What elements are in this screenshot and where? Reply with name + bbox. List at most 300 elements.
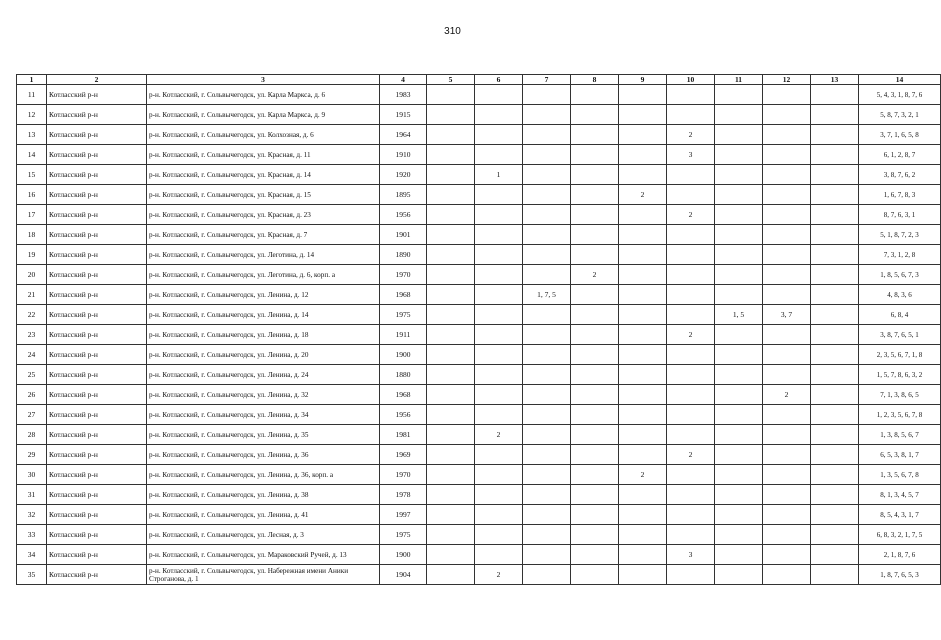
cell-c8 — [571, 85, 619, 105]
cell-c14: 3, 7, 1, 6, 5, 8 — [859, 125, 941, 145]
table-row — [17, 305, 941, 325]
cell-c8 — [571, 225, 619, 245]
cell-c10: 2 — [667, 125, 715, 145]
cell-c12: 3, 7 — [763, 305, 811, 325]
cell-year: 1915 — [380, 105, 427, 125]
cell-c11 — [715, 345, 763, 365]
cell-c12 — [763, 345, 811, 365]
cell-year: 1997 — [380, 505, 427, 525]
table-row — [17, 145, 941, 165]
cell-address: р-н. Котласский, г. Сольвычегодск, ул. Ленина, д. 20 — [147, 345, 380, 365]
cell-c6: 1 — [475, 165, 523, 185]
cell-c13 — [811, 565, 859, 585]
table-row — [17, 265, 941, 285]
cell-c6 — [475, 365, 523, 385]
cell-address: р-н. Котласский, г. Сольвычегодск, ул. Карла Маркса, д. 9 — [147, 105, 380, 125]
cell-district: Котласский р-н — [47, 85, 147, 105]
column-header-3: 3 — [147, 75, 380, 85]
cell-c8 — [571, 325, 619, 345]
cell-district: Котласский р-н — [47, 385, 147, 405]
column-header-4: 4 — [380, 75, 427, 85]
cell-district: Котласский р-н — [47, 445, 147, 465]
cell-c7 — [523, 445, 571, 465]
cell-c7 — [523, 205, 571, 225]
cell-c6 — [475, 485, 523, 505]
cell-address: р-н. Котласский, г. Сольвычегодск, ул. Ленина, д. 36 — [147, 445, 380, 465]
cell-c12 — [763, 225, 811, 245]
cell-c5 — [427, 525, 475, 545]
cell-c12 — [763, 105, 811, 125]
cell-c6 — [475, 285, 523, 305]
cell-n: 27 — [17, 405, 47, 425]
cell-c14: 5, 8, 7, 3, 2, 1 — [859, 105, 941, 125]
cell-c9 — [619, 285, 667, 305]
cell-c8 — [571, 445, 619, 465]
cell-c14: 2, 3, 5, 6, 7, 1, 8 — [859, 345, 941, 365]
cell-district: Котласский р-н — [47, 425, 147, 445]
table-row — [17, 505, 941, 525]
cell-district: Котласский р-н — [47, 325, 147, 345]
cell-c9: 2 — [619, 465, 667, 485]
cell-c8 — [571, 165, 619, 185]
cell-c14: 8, 5, 4, 3, 1, 7 — [859, 505, 941, 525]
cell-district: Котласский р-н — [47, 485, 147, 505]
cell-n: 11 — [17, 85, 47, 105]
cell-c10 — [667, 105, 715, 125]
cell-c9 — [619, 205, 667, 225]
cell-c14: 1, 8, 5, 6, 7, 3 — [859, 265, 941, 285]
cell-year: 1975 — [380, 305, 427, 325]
cell-c7 — [523, 565, 571, 585]
cell-n: 23 — [17, 325, 47, 345]
table-body — [17, 85, 941, 585]
cell-year: 1895 — [380, 185, 427, 205]
cell-c13 — [811, 485, 859, 505]
cell-c9 — [619, 445, 667, 465]
cell-district: Котласский р-н — [47, 225, 147, 245]
cell-address: р-н. Котласский, г. Сольвычегодск, ул. Ленина, д. 12 — [147, 285, 380, 305]
cell-c13 — [811, 145, 859, 165]
cell-district: Котласский р-н — [47, 465, 147, 485]
cell-c12 — [763, 425, 811, 445]
cell-address: р-н. Котласский, г. Сольвычегодск, ул. Леготина, д. 6, корп. а — [147, 265, 380, 285]
cell-district: Котласский р-н — [47, 285, 147, 305]
cell-c5 — [427, 285, 475, 305]
cell-year: 1956 — [380, 405, 427, 425]
cell-c13 — [811, 325, 859, 345]
cell-c11 — [715, 425, 763, 445]
cell-c9 — [619, 145, 667, 165]
table-row — [17, 365, 941, 385]
cell-c6 — [475, 265, 523, 285]
cell-c8 — [571, 205, 619, 225]
cell-c10 — [667, 185, 715, 205]
cell-district: Котласский р-н — [47, 305, 147, 325]
cell-c7 — [523, 485, 571, 505]
cell-n: 22 — [17, 305, 47, 325]
cell-c9 — [619, 265, 667, 285]
cell-c8 — [571, 405, 619, 425]
cell-c10: 3 — [667, 545, 715, 565]
cell-c8 — [571, 145, 619, 165]
column-header-2: 2 — [47, 75, 147, 85]
cell-c10 — [667, 285, 715, 305]
cell-c7 — [523, 365, 571, 385]
table-row — [17, 385, 941, 405]
cell-c10 — [667, 165, 715, 185]
cell-year: 1969 — [380, 445, 427, 465]
cell-address: р-н. Котласский, г. Сольвычегодск, ул. Набережная имени Аники Строганова, д. 1 — [147, 565, 380, 585]
header-row — [17, 75, 941, 85]
cell-c14: 7, 1, 3, 8, 6, 5 — [859, 385, 941, 405]
cell-address: р-н. Котласский, г. Сольвычегодск, ул. Ленина, д. 38 — [147, 485, 380, 505]
table-row — [17, 85, 941, 105]
cell-c8 — [571, 485, 619, 505]
cell-c5 — [427, 165, 475, 185]
cell-address: р-н. Котласский, г. Сольвычегодск, ул. Ленина, д. 35 — [147, 425, 380, 445]
cell-c12 — [763, 145, 811, 165]
cell-c11 — [715, 545, 763, 565]
cell-n: 21 — [17, 285, 47, 305]
cell-c5 — [427, 345, 475, 365]
table-row — [17, 425, 941, 445]
cell-c9 — [619, 545, 667, 565]
cell-c7 — [523, 145, 571, 165]
cell-c14: 4, 8, 3, 6 — [859, 285, 941, 305]
cell-c5 — [427, 245, 475, 265]
cell-year: 1970 — [380, 465, 427, 485]
table-row — [17, 345, 941, 365]
cell-c13 — [811, 265, 859, 285]
column-header-14: 14 — [859, 75, 941, 85]
cell-c11 — [715, 385, 763, 405]
cell-c12 — [763, 525, 811, 545]
column-header-7: 7 — [523, 75, 571, 85]
cell-year: 1968 — [380, 385, 427, 405]
cell-c9 — [619, 505, 667, 525]
cell-c11 — [715, 365, 763, 385]
cell-c14: 1, 6, 7, 8, 3 — [859, 185, 941, 205]
column-header-12: 12 — [763, 75, 811, 85]
cell-c10: 2 — [667, 205, 715, 225]
cell-c14: 5, 4, 3, 1, 8, 7, 6 — [859, 85, 941, 105]
cell-c8 — [571, 545, 619, 565]
cell-c14: 1, 5, 7, 8, 6, 3, 2 — [859, 365, 941, 385]
cell-c8 — [571, 125, 619, 145]
cell-c14: 7, 3, 1, 2, 8 — [859, 245, 941, 265]
cell-c9 — [619, 225, 667, 245]
cell-c5 — [427, 365, 475, 385]
cell-c5 — [427, 205, 475, 225]
cell-c12 — [763, 505, 811, 525]
cell-year: 1904 — [380, 565, 427, 585]
cell-c13 — [811, 105, 859, 125]
table-row — [17, 485, 941, 505]
housing-register-table — [16, 74, 941, 585]
cell-c11 — [715, 185, 763, 205]
cell-c10 — [667, 565, 715, 585]
cell-district: Котласский р-н — [47, 125, 147, 145]
cell-c12 — [763, 245, 811, 265]
cell-c6 — [475, 245, 523, 265]
cell-district: Котласский р-н — [47, 245, 147, 265]
column-header-8: 8 — [571, 75, 619, 85]
cell-c13 — [811, 385, 859, 405]
cell-c11 — [715, 325, 763, 345]
cell-c13 — [811, 465, 859, 485]
cell-c9 — [619, 165, 667, 185]
cell-c5 — [427, 405, 475, 425]
cell-c5 — [427, 445, 475, 465]
cell-address: р-н. Котласский, г. Сольвычегодск, ул. Ленина, д. 14 — [147, 305, 380, 325]
cell-c12 — [763, 125, 811, 145]
cell-c7 — [523, 245, 571, 265]
cell-c5 — [427, 385, 475, 405]
cell-district: Котласский р-н — [47, 205, 147, 225]
cell-c11 — [715, 405, 763, 425]
cell-c7 — [523, 225, 571, 245]
cell-c14: 8, 7, 6, 3, 1 — [859, 205, 941, 225]
cell-address: р-н. Котласский, г. Сольвычегодск, ул. Ленина, д. 36, корп. а — [147, 465, 380, 485]
cell-c11 — [715, 505, 763, 525]
cell-c9 — [619, 325, 667, 345]
cell-c10 — [667, 305, 715, 325]
table-row — [17, 325, 941, 345]
cell-c5 — [427, 485, 475, 505]
cell-district: Котласский р-н — [47, 405, 147, 425]
cell-c11 — [715, 465, 763, 485]
cell-c6 — [475, 405, 523, 425]
cell-c10 — [667, 245, 715, 265]
table-row — [17, 565, 941, 585]
cell-c8 — [571, 105, 619, 125]
cell-c9: 2 — [619, 185, 667, 205]
cell-c5 — [427, 105, 475, 125]
cell-c14: 6, 5, 3, 8, 1, 7 — [859, 445, 941, 465]
cell-c12 — [763, 445, 811, 465]
cell-address: р-н. Котласский, г. Сольвычегодск, ул. Ленина, д. 41 — [147, 505, 380, 525]
cell-c14: 3, 8, 7, 6, 5, 1 — [859, 325, 941, 345]
cell-c12 — [763, 325, 811, 345]
cell-c7 — [523, 165, 571, 185]
cell-address: р-н. Котласский, г. Сольвычегодск, ул. Леготина, д. 14 — [147, 245, 380, 265]
cell-address: р-н. Котласский, г. Сольвычегодск, ул. Красная, д. 15 — [147, 185, 380, 205]
cell-c14: 1, 3, 5, 6, 7, 8 — [859, 465, 941, 485]
table-row — [17, 285, 941, 305]
cell-c8: 2 — [571, 265, 619, 285]
cell-n: 13 — [17, 125, 47, 145]
cell-c6: 2 — [475, 425, 523, 445]
cell-c12 — [763, 265, 811, 285]
cell-n: 28 — [17, 425, 47, 445]
cell-year: 1964 — [380, 125, 427, 145]
cell-c10 — [667, 525, 715, 545]
cell-c9 — [619, 485, 667, 505]
cell-year: 1970 — [380, 265, 427, 285]
cell-c5 — [427, 505, 475, 525]
cell-c6 — [475, 85, 523, 105]
cell-c14: 3, 8, 7, 6, 2 — [859, 165, 941, 185]
cell-c9 — [619, 385, 667, 405]
cell-c8 — [571, 305, 619, 325]
cell-c13 — [811, 365, 859, 385]
cell-c6 — [475, 385, 523, 405]
table-row — [17, 225, 941, 245]
cell-c9 — [619, 105, 667, 125]
cell-year: 1911 — [380, 325, 427, 345]
cell-c13 — [811, 125, 859, 145]
cell-n: 17 — [17, 205, 47, 225]
cell-n: 26 — [17, 385, 47, 405]
cell-c6 — [475, 125, 523, 145]
cell-c7 — [523, 345, 571, 365]
cell-c7 — [523, 385, 571, 405]
cell-c11 — [715, 125, 763, 145]
cell-c12 — [763, 565, 811, 585]
cell-c9 — [619, 565, 667, 585]
cell-c11 — [715, 165, 763, 185]
cell-c12 — [763, 85, 811, 105]
cell-c6 — [475, 145, 523, 165]
cell-c12 — [763, 205, 811, 225]
cell-c6 — [475, 325, 523, 345]
cell-c10 — [667, 505, 715, 525]
column-header-11: 11 — [715, 75, 763, 85]
cell-c6 — [475, 225, 523, 245]
cell-c12: 2 — [763, 385, 811, 405]
cell-address: р-н. Котласский, г. Сольвычегодск, ул. Колхозная, д. 6 — [147, 125, 380, 145]
cell-c7 — [523, 125, 571, 145]
cell-n: 32 — [17, 505, 47, 525]
cell-year: 1975 — [380, 525, 427, 545]
cell-c6 — [475, 345, 523, 365]
cell-c6 — [475, 445, 523, 465]
cell-c14: 6, 8, 3, 2, 1, 7, 5 — [859, 525, 941, 545]
cell-c10 — [667, 225, 715, 245]
cell-n: 33 — [17, 525, 47, 545]
cell-c9 — [619, 525, 667, 545]
cell-c5 — [427, 425, 475, 445]
cell-c11 — [715, 245, 763, 265]
cell-year: 1910 — [380, 145, 427, 165]
cell-c9 — [619, 405, 667, 425]
cell-c6 — [475, 305, 523, 325]
cell-c9 — [619, 425, 667, 445]
cell-year: 1890 — [380, 245, 427, 265]
cell-n: 20 — [17, 265, 47, 285]
cell-address: р-н. Котласский, г. Сольвычегодск, ул. Ленина, д. 32 — [147, 385, 380, 405]
cell-c7 — [523, 85, 571, 105]
cell-c12 — [763, 545, 811, 565]
cell-address: р-н. Котласский, г. Сольвычегодск, ул. Красная, д. 23 — [147, 205, 380, 225]
cell-district: Котласский р-н — [47, 525, 147, 545]
column-header-10: 10 — [667, 75, 715, 85]
cell-c8 — [571, 245, 619, 265]
cell-c9 — [619, 365, 667, 385]
cell-c14: 6, 8, 4 — [859, 305, 941, 325]
cell-c7 — [523, 505, 571, 525]
cell-c14: 1, 3, 8, 5, 6, 7 — [859, 425, 941, 445]
cell-c5 — [427, 465, 475, 485]
cell-c8 — [571, 465, 619, 485]
cell-c7 — [523, 525, 571, 545]
cell-c8 — [571, 345, 619, 365]
cell-n: 12 — [17, 105, 47, 125]
table-row — [17, 245, 941, 265]
cell-c10 — [667, 485, 715, 505]
cell-c11 — [715, 85, 763, 105]
cell-c10 — [667, 425, 715, 445]
cell-c13 — [811, 305, 859, 325]
cell-c6 — [475, 465, 523, 485]
cell-c12 — [763, 465, 811, 485]
cell-c8 — [571, 365, 619, 385]
cell-year: 1983 — [380, 85, 427, 105]
cell-c11 — [715, 485, 763, 505]
cell-district: Котласский р-н — [47, 545, 147, 565]
cell-c8 — [571, 425, 619, 445]
cell-c5 — [427, 565, 475, 585]
cell-c11 — [715, 285, 763, 305]
cell-c14: 5, 1, 8, 7, 2, 3 — [859, 225, 941, 245]
cell-n: 34 — [17, 545, 47, 565]
cell-c10 — [667, 345, 715, 365]
cell-c6 — [475, 545, 523, 565]
cell-c6 — [475, 505, 523, 525]
cell-c11 — [715, 565, 763, 585]
cell-district: Котласский р-н — [47, 565, 147, 585]
table-row — [17, 185, 941, 205]
cell-address: р-н. Котласский, г. Сольвычегодск, ул. Красная, д. 7 — [147, 225, 380, 245]
cell-c12 — [763, 185, 811, 205]
cell-n: 15 — [17, 165, 47, 185]
cell-c8 — [571, 185, 619, 205]
table-row — [17, 405, 941, 425]
cell-c13 — [811, 345, 859, 365]
cell-c14: 1, 2, 3, 5, 6, 7, 8 — [859, 405, 941, 425]
cell-c5 — [427, 325, 475, 345]
cell-c8 — [571, 525, 619, 545]
cell-n: 14 — [17, 145, 47, 165]
table-row — [17, 165, 941, 185]
cell-address: р-н. Котласский, г. Сольвычегодск, ул. Красная, д. 14 — [147, 165, 380, 185]
cell-c13 — [811, 205, 859, 225]
cell-c10: 2 — [667, 445, 715, 465]
cell-year: 1981 — [380, 425, 427, 445]
cell-c7 — [523, 105, 571, 125]
cell-year: 1901 — [380, 225, 427, 245]
cell-c11 — [715, 205, 763, 225]
cell-c10 — [667, 465, 715, 485]
cell-address: р-н. Котласский, г. Сольвычегодск, ул. Ленина, д. 34 — [147, 405, 380, 425]
table-row — [17, 525, 941, 545]
column-header-9: 9 — [619, 75, 667, 85]
cell-n: 19 — [17, 245, 47, 265]
cell-address: р-н. Котласский, г. Сольвычегодск, ул. Красная, д. 11 — [147, 145, 380, 165]
column-header-1: 1 — [17, 75, 47, 85]
cell-n: 24 — [17, 345, 47, 365]
cell-c10 — [667, 85, 715, 105]
cell-c7 — [523, 405, 571, 425]
cell-c13 — [811, 225, 859, 245]
cell-c12 — [763, 365, 811, 385]
cell-c12 — [763, 485, 811, 505]
cell-year: 1978 — [380, 485, 427, 505]
table-row — [17, 125, 941, 145]
table-row — [17, 205, 941, 225]
cell-n: 16 — [17, 185, 47, 205]
cell-district: Котласский р-н — [47, 345, 147, 365]
